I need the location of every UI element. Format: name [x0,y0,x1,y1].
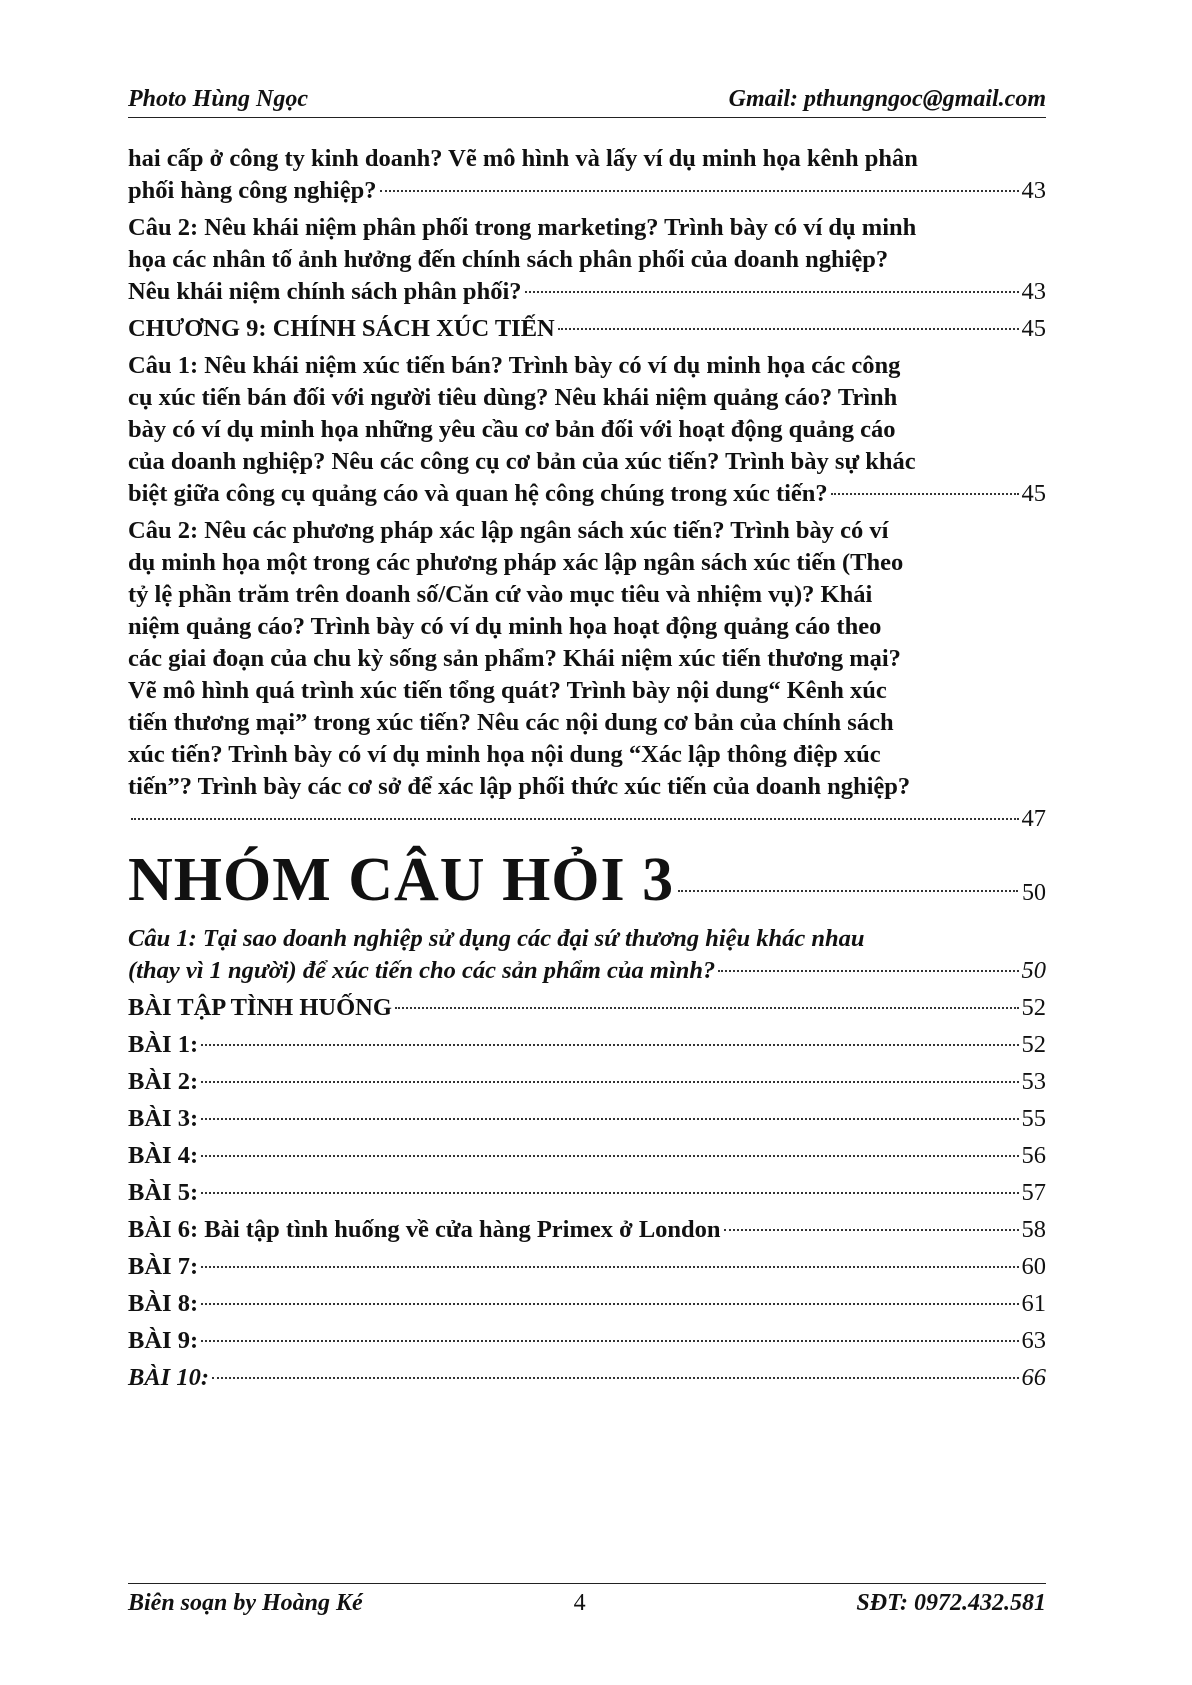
leader-dots [201,1081,1018,1083]
toc-entry-page: 60 [1021,1253,1046,1280]
toc-entry[interactable] [128,923,1046,987]
toc-entry-page: 52 [1021,994,1046,1021]
toc-entry-page: 43 [1021,177,1046,204]
toc-entry-last-line [128,1103,1046,1135]
toc-entry-page: 50 [1021,957,1046,984]
toc-entry-text: BÀI 4: [128,1142,199,1169]
toc-entry-last-line [128,313,1046,345]
toc-entry-line: các giai đoạn của chu kỳ sống sản phẩm? Khái niệm xúc tiến thương mại? [128,645,901,672]
toc-entry-text: biệt giữa công cụ quảng cáo và quan hệ công chúng trong xúc tiến? [128,480,828,507]
toc-entry-page: 55 [1021,1105,1046,1132]
toc-entry-page: 45 [1021,315,1046,342]
toc-entry-text: Nêu khái niệm chính sách phân phối? [128,278,522,305]
leader-dots [201,1303,1018,1305]
toc-entry-line: Câu 1: Nêu khái niệm xúc tiến bán? Trình bày có ví dụ minh họa các công [128,352,901,379]
toc-entry-text: CHƯƠNG 9: CHÍNH SÁCH XÚC TIẾN [128,315,555,342]
toc-entry[interactable] [128,1288,1046,1320]
leader-dots [201,1192,1018,1194]
leader-dots [678,890,1018,892]
toc-entry-text: BÀI 8: [128,1290,199,1317]
toc-section-2 [128,923,1046,1394]
toc-entry[interactable] [128,1325,1046,1357]
toc-entry-page: 47 [1021,805,1046,832]
toc-entry[interactable] [128,350,1046,510]
toc-entry-page: 45 [1021,480,1046,507]
toc-entry-last-line [128,1140,1046,1172]
toc-entry[interactable] [128,992,1046,1024]
leader-dots [724,1229,1019,1231]
toc-entry-line: Câu 1: Tại sao doanh nghiệp sử dụng các đại sứ thương hiệu khác nhau [128,925,865,952]
page-number: 4 [573,1590,586,1616]
toc-entry-text: BÀI 6: Bài tập tình huống về cửa hàng Primex ở London [128,1216,721,1243]
toc-entry[interactable] [128,1362,1046,1394]
toc-entry-page: 58 [1021,1216,1046,1243]
leader-dots [718,970,1018,972]
leader-dots [201,1044,1018,1046]
footer-right: SĐT: 0972.432.581 [856,1590,1046,1616]
toc-entry-text: phối hàng công nghiệp? [128,177,377,204]
leader-dots [201,1155,1018,1157]
toc-entry[interactable] [128,1029,1046,1061]
toc-entry-line: xúc tiến? Trình bày có ví dụ minh họa nội dung “Xác lập thông điệp xúc [128,741,881,768]
toc-entry-line: tiến”? Trình bày các cơ sở để xác lập phối thức xúc tiến của doanh nghiệp? [128,773,911,800]
toc-entry-line: tiến thương mại” trong xúc tiến? Nêu các nội dung cơ bản của chính sách [128,709,894,736]
toc-entry-text: BÀI 9: [128,1327,199,1354]
toc-entry[interactable] [128,515,1046,835]
toc-entry-page: 56 [1021,1142,1046,1169]
leader-dots [558,328,1019,330]
toc-entry-last-line [128,1288,1046,1320]
toc-entry-page: 53 [1021,1068,1046,1095]
toc-entry[interactable] [128,1177,1046,1209]
group-heading-title: NHÓM CÂU HỎI 3 [128,846,675,914]
toc-entry-line: cụ xúc tiến bán đối với người tiêu dùng? Nêu khái niệm quảng cáo? Trình [128,384,898,411]
header-right: Gmail: pthungngoc@gmail.com [728,86,1046,112]
toc-entry-last-line [128,992,1046,1024]
toc-entry-text: BÀI 1: [128,1031,199,1058]
leader-dots [525,291,1019,293]
toc-entry-line: Vẽ mô hình quá trình xúc tiến tổng quát? Trình bày nội dung“ Kênh xúc [128,677,887,704]
table-of-contents [128,143,1046,1399]
toc-entry-line: Câu 2: Nêu khái niệm phân phối trong marketing? Trình bày có ví dụ minh [128,214,917,241]
toc-entry-last-line [128,175,1046,207]
group-heading[interactable] [128,845,1046,915]
group-heading-page: 50 [1022,880,1046,906]
toc-entry[interactable] [128,1214,1046,1246]
toc-entry-last-line [128,276,1046,308]
toc-entry-page: 52 [1021,1031,1046,1058]
leader-dots [212,1377,1018,1379]
leader-dots [831,493,1019,495]
toc-entry-last-line [128,1362,1046,1394]
toc-entry-last-line [128,1214,1046,1246]
header-left: Photo Hùng Ngọc [128,86,309,112]
toc-entry-last-line [128,1177,1046,1209]
toc-entry-line: bày có ví dụ minh họa những yêu cầu cơ bản đối với hoạt động quảng cáo [128,416,896,443]
toc-entry-text: BÀI 5: [128,1179,199,1206]
toc-entry[interactable] [128,1103,1046,1135]
toc-entry-last-line [128,803,1046,835]
toc-entry-page: 63 [1021,1327,1046,1354]
toc-entry-line: niệm quảng cáo? Trình bày có ví dụ minh họa hoạt động quảng cáo theo [128,613,882,640]
toc-entry-line: dụ minh họa một trong các phương pháp xác lập ngân sách xúc tiến (Theo [128,549,904,576]
toc-entry-text: (thay vì 1 người) để xúc tiến cho các sản phẩm của mình? [128,957,716,984]
toc-entry[interactable] [128,143,1046,207]
toc-entry[interactable] [128,212,1046,308]
toc-entry-page: 66 [1021,1364,1046,1391]
toc-entry-text: BÀI 3: [128,1105,199,1132]
leader-dots [131,818,1019,820]
toc-entry-last-line [128,1066,1046,1098]
toc-entry-line: của doanh nghiệp? Nêu các công cụ cơ bản của xúc tiến? Trình bày sự khác [128,448,916,475]
toc-entry-page: 57 [1021,1179,1046,1206]
toc-entry-last-line [128,1029,1046,1061]
toc-entry-last-line [128,1251,1046,1283]
toc-entry-text: BÀI TẬP TÌNH HUỐNG [128,994,392,1021]
toc-entry-line: họa các nhân tố ảnh hưởng đến chính sách phân phối của doanh nghiệp? [128,246,889,273]
toc-entry-last-line [128,1325,1046,1357]
toc-entry-page: 61 [1021,1290,1046,1317]
toc-entry-line: tỷ lệ phần trăm trên doanh số/Căn cứ vào mục tiêu và nhiệm vụ)? Khái [128,581,873,608]
leader-dots [201,1266,1018,1268]
toc-section-1 [128,143,1046,835]
toc-entry-last-line [128,478,1046,510]
toc-entry-line: hai cấp ở công ty kinh doanh? Vẽ mô hình và lấy ví dụ minh họa kênh phân [128,145,918,172]
toc-entry-text: BÀI 2: [128,1068,199,1095]
toc-entry-last-line [128,955,1046,987]
leader-dots [395,1007,1019,1009]
toc-entry-text: BÀI 7: [128,1253,199,1280]
toc-entry-page: 43 [1021,278,1046,305]
toc-entry[interactable] [128,1251,1046,1283]
toc-entry[interactable] [128,1066,1046,1098]
toc-entry[interactable] [128,313,1046,345]
page-footer [128,1583,1046,1617]
toc-entry-line: Câu 2: Nêu các phương pháp xác lập ngân sách xúc tiến? Trình bày có ví [128,517,889,544]
footer-left: Biên soạn by Hoàng Ké [128,1590,363,1616]
leader-dots [201,1340,1018,1342]
toc-entry-text: BÀI 10: [128,1364,210,1391]
page-header [128,86,1046,118]
leader-dots [201,1118,1018,1120]
leader-dots [380,190,1019,192]
toc-entry[interactable] [128,1140,1046,1172]
